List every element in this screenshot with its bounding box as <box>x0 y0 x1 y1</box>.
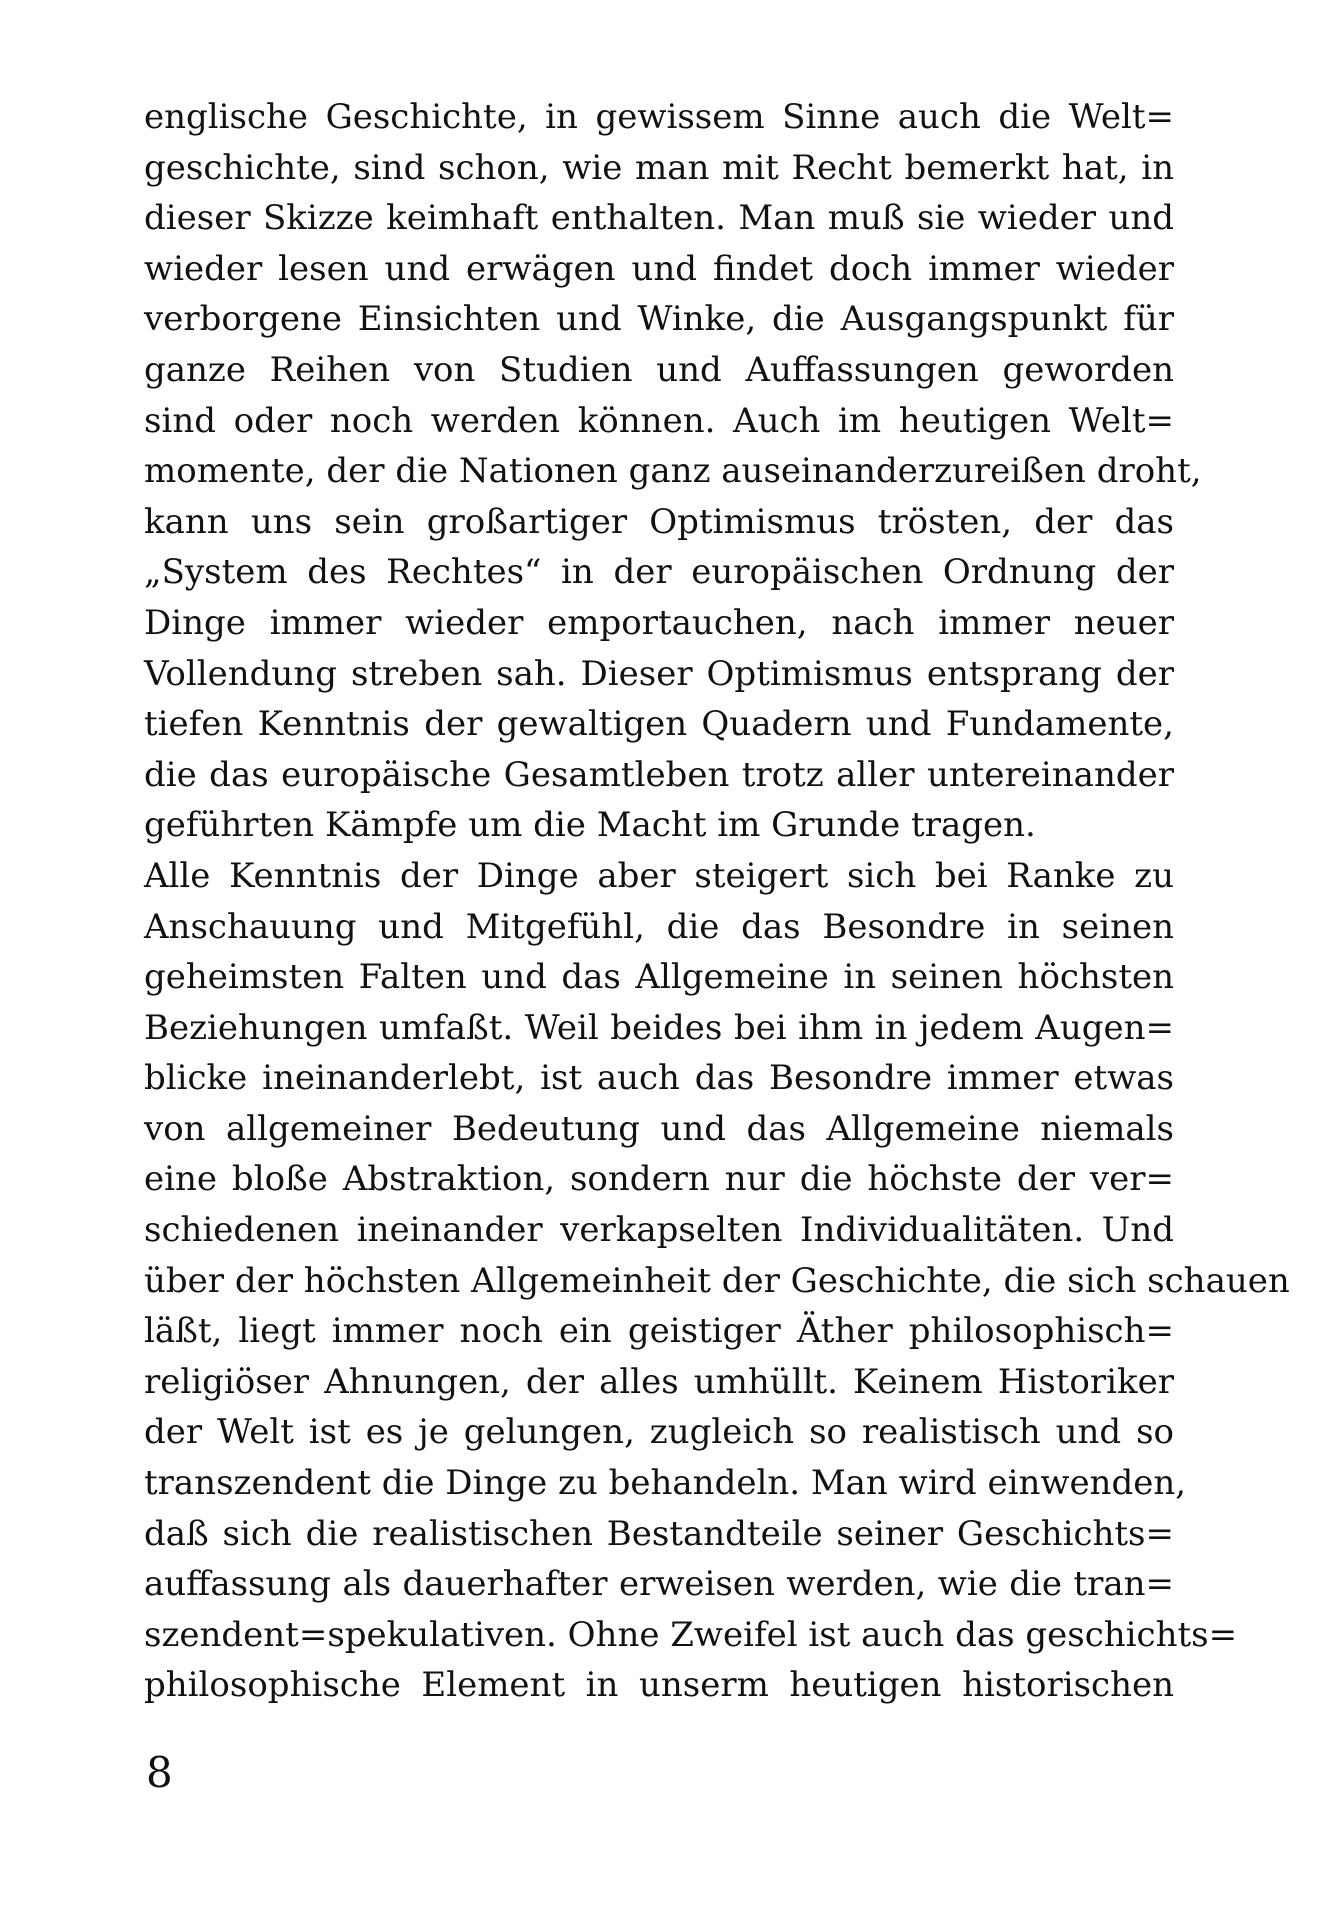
paragraph-2 <box>144 851 1290 1711</box>
text-line: wieder lesen und erwägen und findet doch immer wieder <box>144 248 1174 289</box>
text-line: tiefen Kenntnis der gewaltigen Quadern und Fundamente, <box>144 704 1174 745</box>
text-line: blicke ineinanderlebt, ist auch das Besondre immer etwas <box>144 1058 1174 1099</box>
text-line: eine bloße Abstraktion, sondern nur die höchste der ver= <box>144 1159 1174 1200</box>
text-line: schiedenen ineinander verkapselten Individualitäten. Und <box>144 1210 1174 1251</box>
text-line: der Welt ist es je gelungen, zugleich so realistisch und so <box>144 1412 1174 1453</box>
text-line: geschichte, sind schon, wie man mit Recht bemerkt hat, in <box>144 147 1174 188</box>
text-line: englische Geschichte, in gewissem Sinne auch die Welt= <box>144 97 1174 137</box>
text-line: verborgene Einsichten und Winke, die Ausgangspunkt für <box>144 299 1174 340</box>
text-line: Beziehungen umfaßt. Weil beides bei ihm in jedem Augen= <box>144 1007 1174 1048</box>
text-line: Anschauung und Mitgefühl, die das Besondre in seinen <box>144 906 1174 947</box>
text-line: sind oder noch werden können. Auch im heutigen Welt= <box>144 400 1174 441</box>
text-line: geführten Kämpfe um die Macht im Grunde tragen. <box>144 805 1036 846</box>
text-line: läßt, liegt immer noch ein geistiger Äther philosophisch= <box>144 1311 1174 1352</box>
text-line: Alle Kenntnis der Dinge aber steigert sich bei Ranke zu <box>144 855 1174 896</box>
text-line: kann uns sein großartiger Optimismus trösten, der das <box>144 501 1174 542</box>
text-line: transzendent die Dinge zu behandeln. Man wird einwenden, <box>144 1463 1187 1504</box>
text-line: auffassung als dauerhafter erweisen werden, wie die tran= <box>144 1564 1174 1605</box>
text-line: geheimsten Falten und das Allgemeine in seinen höchsten <box>144 957 1174 998</box>
text-line: von allgemeiner Bedeutung und das Allgemeine niemals <box>144 1108 1174 1149</box>
text-line: religiöser Ahnungen, der alles umhüllt. Keinem Historiker <box>144 1361 1174 1402</box>
text-line: die das europäische Gesamtleben trotz aller untereinander <box>144 754 1174 795</box>
text-line: ganze Reihen von Studien und Auffassungen geworden <box>144 349 1174 390</box>
text-line: Dinge immer wieder emportauchen, nach immer neuer <box>144 602 1174 643</box>
body-text <box>144 92 1290 1711</box>
text-line: daß sich die realistischen Bestandteile seiner Geschichts= <box>144 1513 1174 1554</box>
text-line: szendent=spekulativen. Ohne Zweifel ist auch das geschichts= <box>144 1614 1238 1655</box>
text-line: momente, der die Nationen ganz auseinanderzureißen droht, <box>144 451 1202 492</box>
text-line: „System des Rechtes“ in der europäischen Ordnung der <box>144 552 1174 593</box>
text-line: dieser Skizze keimhaft enthalten. Man muß sie wieder und <box>144 198 1174 239</box>
page-number: 8 <box>146 1748 173 1797</box>
text-line: über der höchsten Allgemeinheit der Geschichte, die sich schauen <box>144 1260 1290 1301</box>
text-line: Vollendung streben sah. Dieser Optimismus entsprang der <box>144 653 1174 694</box>
paragraph-1 <box>144 92 1202 851</box>
text-line: philosophische Element in unserm heutigen historischen <box>144 1665 1174 1706</box>
